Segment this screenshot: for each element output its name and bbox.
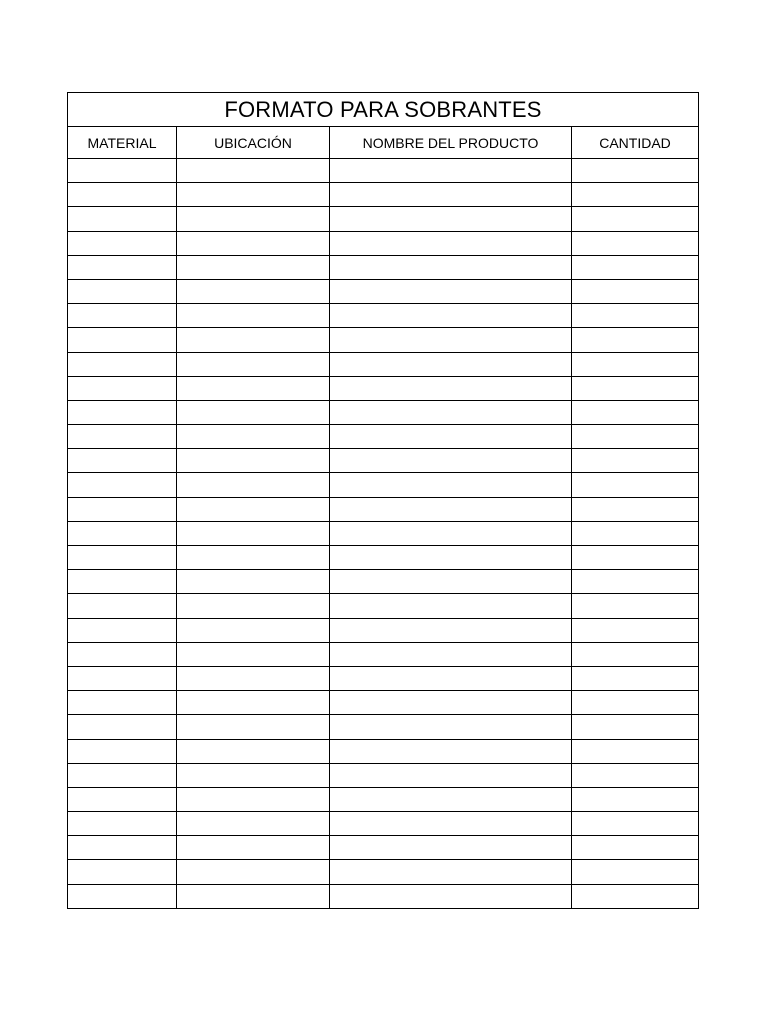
table-cell-material[interactable] — [68, 618, 177, 642]
table-cell-ubicacion[interactable] — [177, 497, 330, 521]
table-row — [68, 207, 699, 231]
table-cell-material[interactable] — [68, 691, 177, 715]
table-row — [68, 715, 699, 739]
table-cell-material[interactable] — [68, 546, 177, 570]
table-cell-ubicacion[interactable] — [177, 594, 330, 618]
table-cell-ubicacion[interactable] — [177, 449, 330, 473]
table-cell-ubicacion[interactable] — [177, 812, 330, 836]
table-cell-nombre-del-producto[interactable] — [330, 787, 572, 811]
table-cell-cantidad[interactable] — [572, 352, 699, 376]
table-cell-cantidad[interactable] — [572, 449, 699, 473]
table-cell-cantidad[interactable] — [572, 497, 699, 521]
column-header-nombre-del-producto: NOMBRE DEL PRODUCTO — [330, 127, 572, 159]
table-cell-nombre-del-producto[interactable] — [330, 570, 572, 594]
table-cell-material[interactable] — [68, 183, 177, 207]
table-cell-material[interactable] — [68, 594, 177, 618]
table-cell-material[interactable] — [68, 787, 177, 811]
table-cell-cantidad[interactable] — [572, 376, 699, 400]
table-cell-cantidad[interactable] — [572, 666, 699, 690]
table-cell-cantidad[interactable] — [572, 763, 699, 787]
table-cell-cantidad[interactable] — [572, 546, 699, 570]
table-cell-ubicacion[interactable] — [177, 231, 330, 255]
table-row — [68, 279, 699, 303]
table-cell-ubicacion[interactable] — [177, 304, 330, 328]
table-cell-cantidad[interactable] — [572, 739, 699, 763]
table-cell-nombre-del-producto[interactable] — [330, 594, 572, 618]
table-cell-material[interactable] — [68, 739, 177, 763]
table-cell-ubicacion[interactable] — [177, 521, 330, 545]
table-row — [68, 739, 699, 763]
table-cell-cantidad[interactable] — [572, 860, 699, 884]
table-row — [68, 691, 699, 715]
table-cell-ubicacion[interactable] — [177, 691, 330, 715]
table-cell-ubicacion[interactable] — [177, 400, 330, 424]
table-cell-nombre-del-producto[interactable] — [330, 521, 572, 545]
table-cell-nombre-del-producto[interactable] — [330, 497, 572, 521]
column-header-ubicacion: UBICACIÓN — [177, 127, 330, 159]
table-cell-cantidad[interactable] — [572, 787, 699, 811]
header-row — [68, 127, 699, 159]
table-cell-cantidad[interactable] — [572, 715, 699, 739]
table-row — [68, 304, 699, 328]
table-cell-material[interactable] — [68, 715, 177, 739]
table-cell-material[interactable] — [68, 328, 177, 352]
table-cell-material[interactable] — [68, 473, 177, 497]
table-cell-nombre-del-producto[interactable] — [330, 715, 572, 739]
table-cell-ubicacion[interactable] — [177, 642, 330, 666]
table-cell-ubicacion[interactable] — [177, 255, 330, 279]
table-cell-nombre-del-producto[interactable] — [330, 884, 572, 908]
table-cell-nombre-del-producto[interactable] — [330, 425, 572, 449]
table-cell-cantidad[interactable] — [572, 812, 699, 836]
table-row — [68, 159, 699, 183]
table-row — [68, 812, 699, 836]
table-cell-ubicacion[interactable] — [177, 570, 330, 594]
table-cell-ubicacion[interactable] — [177, 546, 330, 570]
table-cell-nombre-del-producto[interactable] — [330, 328, 572, 352]
table-cell-nombre-del-producto[interactable] — [330, 183, 572, 207]
table-cell-cantidad[interactable] — [572, 304, 699, 328]
table-row — [68, 836, 699, 860]
table-cell-ubicacion[interactable] — [177, 159, 330, 183]
table-cell-material[interactable] — [68, 376, 177, 400]
table-cell-cantidad[interactable] — [572, 642, 699, 666]
table-cell-cantidad[interactable] — [572, 231, 699, 255]
table-cell-nombre-del-producto[interactable] — [330, 739, 572, 763]
form-title: FORMATO PARA SOBRANTES — [68, 93, 699, 127]
table-cell-nombre-del-producto[interactable] — [330, 255, 572, 279]
table-cell-ubicacion[interactable] — [177, 739, 330, 763]
table-row — [68, 594, 699, 618]
column-header-material: MATERIAL — [68, 127, 177, 159]
table-cell-material[interactable] — [68, 642, 177, 666]
table-cell-cantidad[interactable] — [572, 255, 699, 279]
table-row — [68, 521, 699, 545]
table-cell-material[interactable] — [68, 279, 177, 303]
table-row — [68, 449, 699, 473]
table-cell-cantidad[interactable] — [572, 183, 699, 207]
table-row — [68, 400, 699, 424]
table-cell-nombre-del-producto[interactable] — [330, 812, 572, 836]
table-row — [68, 473, 699, 497]
table-cell-nombre-del-producto[interactable] — [330, 691, 572, 715]
table-cell-cantidad[interactable] — [572, 207, 699, 231]
table-cell-material[interactable] — [68, 666, 177, 690]
table-cell-ubicacion[interactable] — [177, 352, 330, 376]
table-cell-ubicacion[interactable] — [177, 763, 330, 787]
table-cell-ubicacion[interactable] — [177, 183, 330, 207]
table-cell-ubicacion[interactable] — [177, 715, 330, 739]
table-cell-ubicacion[interactable] — [177, 618, 330, 642]
table-row — [68, 376, 699, 400]
column-header-cantidad: CANTIDAD — [572, 127, 699, 159]
table-cell-ubicacion[interactable] — [177, 328, 330, 352]
table-cell-nombre-del-producto[interactable] — [330, 449, 572, 473]
table-cell-ubicacion[interactable] — [177, 376, 330, 400]
table-row — [68, 231, 699, 255]
table-row — [68, 642, 699, 666]
table-cell-nombre-del-producto[interactable] — [330, 304, 572, 328]
table-cell-cantidad[interactable] — [572, 594, 699, 618]
table-row — [68, 255, 699, 279]
table-cell-material[interactable] — [68, 836, 177, 860]
table-cell-nombre-del-producto[interactable] — [330, 763, 572, 787]
table-cell-nombre-del-producto[interactable] — [330, 546, 572, 570]
title-row — [68, 93, 699, 127]
table-cell-material[interactable] — [68, 159, 177, 183]
form-sheet — [67, 92, 698, 909]
table-cell-nombre-del-producto[interactable] — [330, 352, 572, 376]
table-cell-ubicacion[interactable] — [177, 860, 330, 884]
table-cell-ubicacion[interactable] — [177, 666, 330, 690]
table-cell-nombre-del-producto[interactable] — [330, 473, 572, 497]
table-row — [68, 546, 699, 570]
table-cell-nombre-del-producto[interactable] — [330, 836, 572, 860]
table-cell-cantidad[interactable] — [572, 425, 699, 449]
table-cell-material[interactable] — [68, 400, 177, 424]
table-cell-nombre-del-producto[interactable] — [330, 159, 572, 183]
table-cell-material[interactable] — [68, 449, 177, 473]
table-cell-material[interactable] — [68, 570, 177, 594]
table-cell-ubicacion[interactable] — [177, 279, 330, 303]
table-row — [68, 618, 699, 642]
table-body — [68, 159, 699, 909]
table-cell-ubicacion[interactable] — [177, 207, 330, 231]
table-cell-cantidad[interactable] — [572, 473, 699, 497]
table-row — [68, 328, 699, 352]
table-row — [68, 183, 699, 207]
table-cell-ubicacion[interactable] — [177, 836, 330, 860]
table-cell-material[interactable] — [68, 521, 177, 545]
table-cell-nombre-del-producto[interactable] — [330, 400, 572, 424]
table-cell-cantidad[interactable] — [572, 400, 699, 424]
table-cell-ubicacion[interactable] — [177, 473, 330, 497]
table-cell-ubicacion[interactable] — [177, 787, 330, 811]
table-cell-material[interactable] — [68, 763, 177, 787]
table-cell-nombre-del-producto[interactable] — [330, 860, 572, 884]
table-cell-nombre-del-producto[interactable] — [330, 618, 572, 642]
table-cell-cantidad[interactable] — [572, 328, 699, 352]
table-cell-nombre-del-producto[interactable] — [330, 666, 572, 690]
table-cell-material[interactable] — [68, 884, 177, 908]
table-cell-cantidad[interactable] — [572, 836, 699, 860]
leftovers-table — [67, 92, 699, 909]
table-cell-cantidad[interactable] — [572, 279, 699, 303]
table-row — [68, 497, 699, 521]
table-cell-ubicacion[interactable] — [177, 425, 330, 449]
table-cell-material[interactable] — [68, 497, 177, 521]
table-row — [68, 425, 699, 449]
table-cell-nombre-del-producto[interactable] — [330, 642, 572, 666]
table-cell-material[interactable] — [68, 860, 177, 884]
table-cell-material[interactable] — [68, 812, 177, 836]
table-cell-material[interactable] — [68, 231, 177, 255]
table-row — [68, 352, 699, 376]
table-cell-cantidad[interactable] — [572, 521, 699, 545]
table-row — [68, 884, 699, 908]
table-cell-cantidad[interactable] — [572, 691, 699, 715]
table-cell-cantidad[interactable] — [572, 884, 699, 908]
table-cell-material[interactable] — [68, 304, 177, 328]
table-row — [68, 860, 699, 884]
table-cell-cantidad[interactable] — [572, 159, 699, 183]
table-cell-ubicacion[interactable] — [177, 884, 330, 908]
table-cell-nombre-del-producto[interactable] — [330, 376, 572, 400]
table-cell-cantidad[interactable] — [572, 618, 699, 642]
table-cell-material[interactable] — [68, 207, 177, 231]
table-row — [68, 763, 699, 787]
table-cell-nombre-del-producto[interactable] — [330, 207, 572, 231]
table-cell-nombre-del-producto[interactable] — [330, 231, 572, 255]
table-cell-material[interactable] — [68, 255, 177, 279]
table-cell-material[interactable] — [68, 425, 177, 449]
table-cell-material[interactable] — [68, 352, 177, 376]
table-cell-cantidad[interactable] — [572, 570, 699, 594]
table-row — [68, 570, 699, 594]
table-row — [68, 787, 699, 811]
table-row — [68, 666, 699, 690]
table-cell-nombre-del-producto[interactable] — [330, 279, 572, 303]
